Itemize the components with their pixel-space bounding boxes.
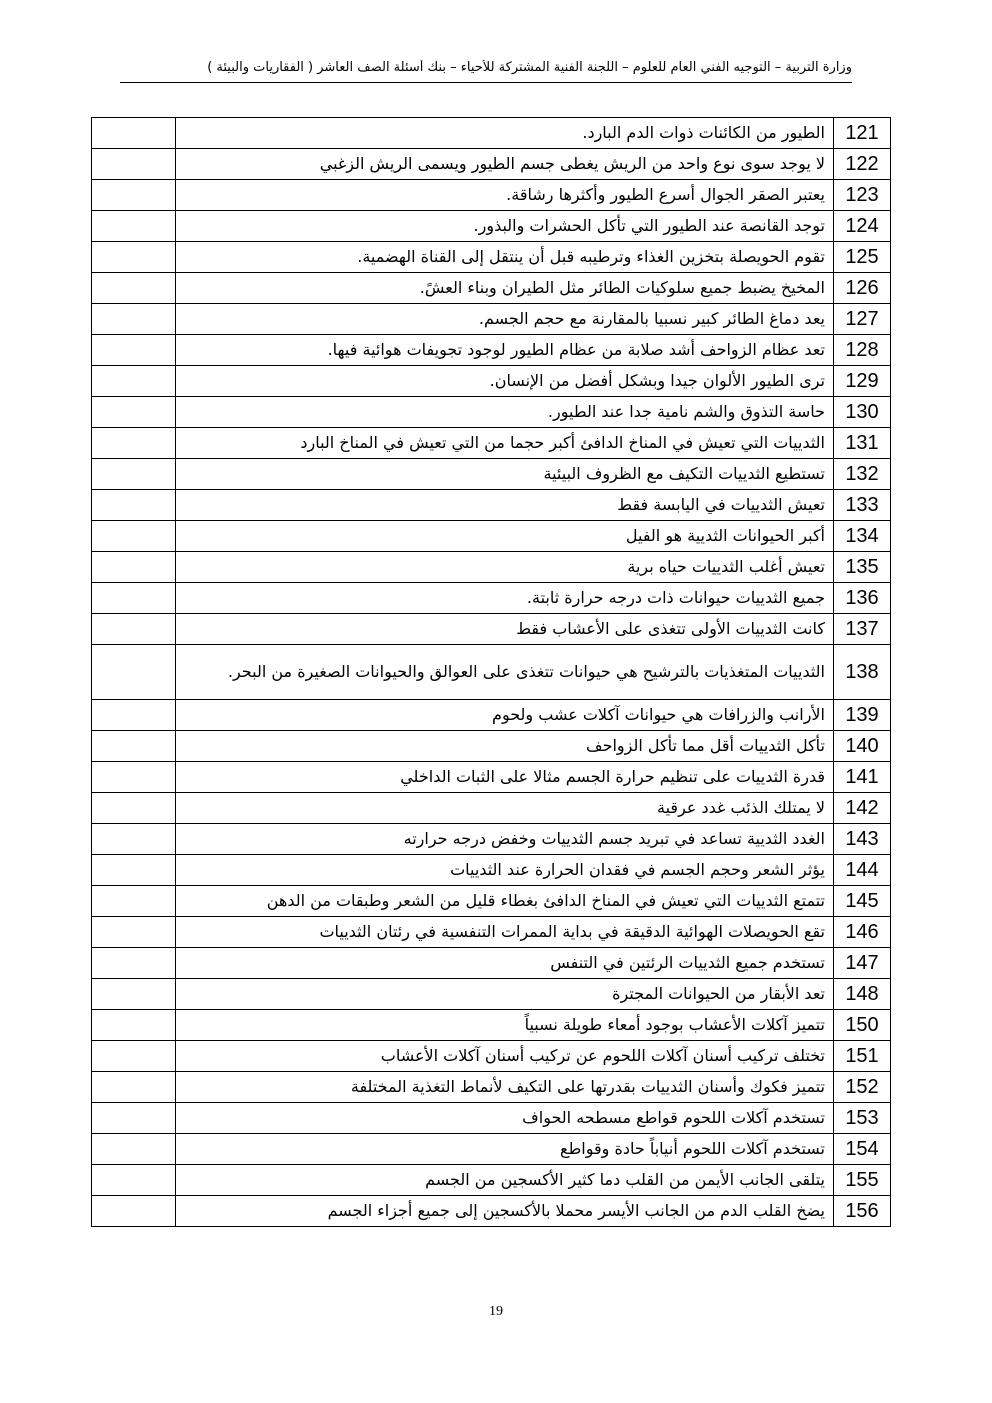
table-row bbox=[92, 1196, 891, 1227]
answer-cell bbox=[92, 1103, 176, 1134]
question-statement: يعد دماغ الطائر كبير نسبيا بالمقارنة مع حجم الجسم. bbox=[176, 304, 834, 335]
table-row bbox=[92, 948, 891, 979]
question-number: 156 bbox=[834, 1196, 891, 1227]
question-number: 144 bbox=[834, 855, 891, 886]
question-number: 138 bbox=[834, 645, 891, 700]
answer-cell bbox=[92, 428, 176, 459]
question-statement: تتمتع الثدييات التي تعيش في المناخ الدافئ بغطاء قليل من الشعر وطبقات من الدهن bbox=[176, 886, 834, 917]
table-row bbox=[92, 273, 891, 304]
question-number: 132 bbox=[834, 459, 891, 490]
table-row bbox=[92, 242, 891, 273]
question-statement: يتلقى الجانب الأيمن من القلب دما كثير الأكسجين من الجسم bbox=[176, 1165, 834, 1196]
answer-cell bbox=[92, 700, 176, 731]
table-row bbox=[92, 552, 891, 583]
question-number: 143 bbox=[834, 824, 891, 855]
question-number: 145 bbox=[834, 886, 891, 917]
question-statement: الطيور من الكائنات ذوات الدم البارد. bbox=[176, 118, 834, 149]
table-row bbox=[92, 304, 891, 335]
table-row bbox=[92, 366, 891, 397]
table-row bbox=[92, 180, 891, 211]
question-number: 142 bbox=[834, 793, 891, 824]
answer-cell bbox=[92, 1196, 176, 1227]
answer-cell bbox=[92, 917, 176, 948]
question-number: 152 bbox=[834, 1072, 891, 1103]
table-row bbox=[92, 793, 891, 824]
question-number: 154 bbox=[834, 1134, 891, 1165]
question-number: 124 bbox=[834, 211, 891, 242]
question-statement: لا يوجد سوى نوع واحد من الريش يغطى جسم الطيور ويسمى الريش الزغبي bbox=[176, 149, 834, 180]
question-table bbox=[91, 117, 891, 1227]
table-row bbox=[92, 614, 891, 645]
question-number: 127 bbox=[834, 304, 891, 335]
table-row bbox=[92, 762, 891, 793]
answer-cell bbox=[92, 211, 176, 242]
answer-cell bbox=[92, 793, 176, 824]
table-row bbox=[92, 149, 891, 180]
question-statement: يعتبر الصقر الجوال أسرع الطيور وأكثرها رشاقة. bbox=[176, 180, 834, 211]
table-row bbox=[92, 700, 891, 731]
question-statement: تقع الحويصلات الهوائية الدقيقة في بداية الممرات التنفسية في رئتان الثدييات bbox=[176, 917, 834, 948]
question-number: 130 bbox=[834, 397, 891, 428]
question-statement: تستخدم آكلات اللحوم قواطع مسطحه الحواف bbox=[176, 1103, 834, 1134]
answer-cell bbox=[92, 304, 176, 335]
table-row bbox=[92, 583, 891, 614]
answer-cell bbox=[92, 979, 176, 1010]
question-statement: تعد عظام الزواحف أشد صلابة من عظام الطيور لوجود تجويفات هوائية فيها. bbox=[176, 335, 834, 366]
question-number: 150 bbox=[834, 1010, 891, 1041]
question-statement: تستطيع الثدييات التكيف مع الظروف البيئية bbox=[176, 459, 834, 490]
answer-cell bbox=[92, 521, 176, 552]
answer-cell bbox=[92, 335, 176, 366]
table-row bbox=[92, 1134, 891, 1165]
question-number: 140 bbox=[834, 731, 891, 762]
table-row bbox=[92, 917, 891, 948]
answer-cell bbox=[92, 731, 176, 762]
answer-cell bbox=[92, 180, 176, 211]
table-row bbox=[92, 1072, 891, 1103]
table-row bbox=[92, 118, 891, 149]
table-row bbox=[92, 1010, 891, 1041]
answer-cell bbox=[92, 886, 176, 917]
question-number: 122 bbox=[834, 149, 891, 180]
question-statement: تعيش أغلب الثدييات حياه برية bbox=[176, 552, 834, 583]
answer-cell bbox=[92, 614, 176, 645]
question-statement: تقوم الحويصلة بتخزين الغذاء وترطيبه قبل أن ينتقل إلى القناة الهضمية. bbox=[176, 242, 834, 273]
question-number: 151 bbox=[834, 1041, 891, 1072]
answer-cell bbox=[92, 583, 176, 614]
answer-cell bbox=[92, 366, 176, 397]
question-statement: تعد الأبقار من الحيوانات المجترة bbox=[176, 979, 834, 1010]
answer-cell bbox=[92, 1134, 176, 1165]
table-row bbox=[92, 335, 891, 366]
question-number: 146 bbox=[834, 917, 891, 948]
table-row bbox=[92, 1041, 891, 1072]
question-statement: ترى الطيور الألوان جيدا وبشكل أفضل من الإنسان. bbox=[176, 366, 834, 397]
question-number: 147 bbox=[834, 948, 891, 979]
question-statement: تأكل الثدييات أقل مما تأكل الزواحف bbox=[176, 731, 834, 762]
question-number: 153 bbox=[834, 1103, 891, 1134]
question-statement: تستخدم آكلات اللحوم أنياباً حادة وقواطع bbox=[176, 1134, 834, 1165]
question-statement: تختلف تركيب أسنان آكلات اللحوم عن تركيب أسنان آكلات الأعشاب bbox=[176, 1041, 834, 1072]
question-number: 139 bbox=[834, 700, 891, 731]
question-number: 141 bbox=[834, 762, 891, 793]
question-number: 129 bbox=[834, 366, 891, 397]
table-row bbox=[92, 731, 891, 762]
question-statement: المخيخ يضبط جميع سلوكيات الطائر مثل الطيران وبناء العشً. bbox=[176, 273, 834, 304]
table-row bbox=[92, 428, 891, 459]
question-statement: الغدد الثديية تساعد في تبريد جسم الثدييات وخفض درجه حرارته bbox=[176, 824, 834, 855]
answer-cell bbox=[92, 645, 176, 700]
question-number: 126 bbox=[834, 273, 891, 304]
question-number: 148 bbox=[834, 979, 891, 1010]
question-number: 137 bbox=[834, 614, 891, 645]
page-header: وزارة التربية – التوجيه الفني العام للعلوم – اللجنة الفنية المشتركة للأحياء – بنك أسئلة الصف العاشر ( الفقاريات والبيئة ) bbox=[207, 60, 852, 75]
question-number: 135 bbox=[834, 552, 891, 583]
question-statement: تستخدم جميع الثدييات الرئتين في التنفس bbox=[176, 948, 834, 979]
table-row bbox=[92, 521, 891, 552]
answer-cell bbox=[92, 824, 176, 855]
table-row bbox=[92, 824, 891, 855]
answer-cell bbox=[92, 118, 176, 149]
page-number: 19 bbox=[489, 1304, 503, 1319]
question-statement: تتميز فكوك وأسنان الثدييات بقدرتها على التكيف لأنماط التغذية المختلفة bbox=[176, 1072, 834, 1103]
answer-cell bbox=[92, 1041, 176, 1072]
answer-cell bbox=[92, 242, 176, 273]
table-row bbox=[92, 645, 891, 700]
table-row bbox=[92, 855, 891, 886]
question-number: 133 bbox=[834, 490, 891, 521]
answer-cell bbox=[92, 855, 176, 886]
answer-cell bbox=[92, 149, 176, 180]
question-statement: أكبر الحيوانات الثديية هو الفيل bbox=[176, 521, 834, 552]
question-number: 121 bbox=[834, 118, 891, 149]
question-statement: يضخ القلب الدم من الجانب الأيسر محملا بالأكسجين إلى جميع أجزاء الجسم bbox=[176, 1196, 834, 1227]
answer-cell bbox=[92, 552, 176, 583]
answer-cell bbox=[92, 1072, 176, 1103]
answer-cell bbox=[92, 948, 176, 979]
table-row bbox=[92, 397, 891, 428]
question-statement: تتميز آكلات الأعشاب بوجود أمعاء طويلة نسبياً bbox=[176, 1010, 834, 1041]
question-number: 136 bbox=[834, 583, 891, 614]
question-statement: توجد القانصة عند الطيور التي تأكل الحشرات والبذور. bbox=[176, 211, 834, 242]
table-row bbox=[92, 211, 891, 242]
question-statement: جميع الثدييات حيوانات ذات درجه حرارة ثابتة. bbox=[176, 583, 834, 614]
question-number: 128 bbox=[834, 335, 891, 366]
answer-cell bbox=[92, 1165, 176, 1196]
answer-cell bbox=[92, 459, 176, 490]
question-statement: حاسة التذوق والشم نامية جدا عند الطيور. bbox=[176, 397, 834, 428]
answer-cell bbox=[92, 397, 176, 428]
question-statement: الثدييات التي تعيش في المناخ الدافئ أكبر حجما من التي تعيش في المناخ البارد bbox=[176, 428, 834, 459]
question-number: 123 bbox=[834, 180, 891, 211]
table-row bbox=[92, 1165, 891, 1196]
table-row bbox=[92, 886, 891, 917]
answer-cell bbox=[92, 762, 176, 793]
table-row bbox=[92, 490, 891, 521]
table-row bbox=[92, 1103, 891, 1134]
question-statement: الثدييات المتغذيات بالترشيح هي حيوانات تتغذى على العوالق والحيوانات الصغيرة من البحر. bbox=[176, 645, 834, 700]
question-statement: قدرة الثدييات على تنظيم حرارة الجسم مثالا على الثبات الداخلي bbox=[176, 762, 834, 793]
answer-cell bbox=[92, 1010, 176, 1041]
question-number: 131 bbox=[834, 428, 891, 459]
question-statement: لا يمتلك الذئب غدد عرقية bbox=[176, 793, 834, 824]
question-statement: كانت الثدييات الأولى تتغذى على الأعشاب فقط bbox=[176, 614, 834, 645]
table-row bbox=[92, 459, 891, 490]
question-number: 134 bbox=[834, 521, 891, 552]
question-statement: الأرانب والزرافات هي حيوانات آكلات عشب ولحوم bbox=[176, 700, 834, 731]
header-rule bbox=[120, 82, 852, 83]
answer-cell bbox=[92, 273, 176, 304]
table-row bbox=[92, 979, 891, 1010]
question-number: 155 bbox=[834, 1165, 891, 1196]
question-statement: يؤثر الشعر وحجم الجسم في فقدان الحرارة عند الثدييات bbox=[176, 855, 834, 886]
question-statement: تعيش الثدييات في اليابسة فقط bbox=[176, 490, 834, 521]
question-number: 125 bbox=[834, 242, 891, 273]
answer-cell bbox=[92, 490, 176, 521]
